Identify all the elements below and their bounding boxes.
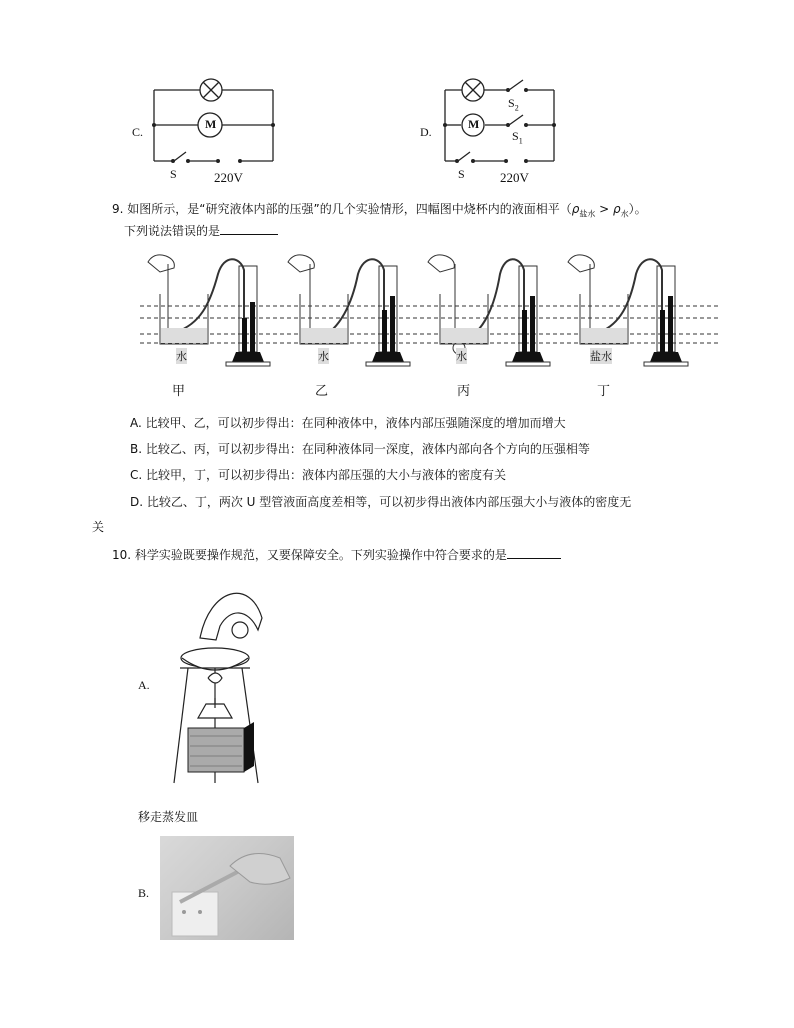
q9-stem: 9. 如图所示，是“研究液体内部的压强”的几个实验情形，四幅图中烧杯内的液面相平$(\rho_{盐水} > \rho_水)$。 — [112, 202, 647, 219]
socket-hand-illustration — [160, 836, 294, 940]
q10-option-b-label: B. — [138, 886, 150, 900]
motor-label: M — [468, 117, 480, 131]
caption-ding: 丁 — [597, 384, 611, 399]
liquid-label-yi: 水 — [318, 350, 329, 363]
setup-ding — [568, 255, 688, 366]
switch-s2-label: $S_2$ — [508, 96, 519, 113]
voltage-label: 220V — [500, 170, 529, 185]
caption-bing: 丙 — [457, 384, 471, 399]
q9-option-d-continued: 关 — [92, 520, 105, 534]
liquid-label-jia: 水 — [176, 350, 187, 363]
liquid-label-ding: 盐水 — [590, 350, 612, 363]
motor-label: M — [205, 117, 217, 131]
q9-experiment-figure — [140, 244, 720, 400]
circuit-d — [418, 74, 578, 186]
setup-jia — [148, 255, 270, 366]
q10-stem: 10. 科学实验既要操作规范，又要保障安全。下列实验操作中符合要求的是 — [112, 546, 561, 563]
caption-yi: 乙 — [315, 384, 329, 399]
pressure-experiment-diagram — [140, 244, 720, 400]
setup-bing — [428, 255, 550, 366]
switch-label: S — [170, 167, 177, 181]
q9-option-c: C. 比较甲，丁，可以初步得出：液体内部压强的大小与液体的密度有关 — [130, 468, 507, 482]
q9-option-b: B. 比较乙、丙，可以初步得出：在同种液体同一深度，液体内部向各个方向的压强相等 — [130, 442, 590, 456]
caption-jia: 甲 — [172, 384, 186, 399]
evaporating-dish-figure — [160, 578, 270, 798]
socket-photo — [160, 836, 294, 940]
option-d-label: D. — [420, 125, 432, 139]
option-c-label: C. — [132, 125, 144, 139]
answer-blank[interactable] — [507, 546, 561, 559]
q9-option-d: D. 比较乙、丁，两次 U 型管液面高度差相等，可以初步得出液体内部压强大小与液体的密度无 — [130, 495, 632, 509]
circuit-c — [130, 74, 290, 186]
circuit-d-diagram — [418, 74, 578, 186]
answer-blank[interactable] — [220, 222, 278, 235]
q10-caption-a: 移走蒸发皿 — [138, 810, 199, 824]
switch-s1-label: $S_1$ — [512, 129, 523, 146]
voltage-label: 220V — [214, 170, 243, 185]
switch-label: S — [458, 167, 465, 181]
q9-option-a: A. 比较甲、乙，可以初步得出：在同种液体中，液体内部压强随深度的增加而增大 — [130, 416, 566, 430]
setup-yi — [288, 255, 410, 366]
liquid-label-bing: 水 — [456, 350, 467, 363]
q10-option-a-label: A. — [138, 678, 150, 692]
q9-prompt: 下列说法错误的是 — [124, 222, 278, 239]
